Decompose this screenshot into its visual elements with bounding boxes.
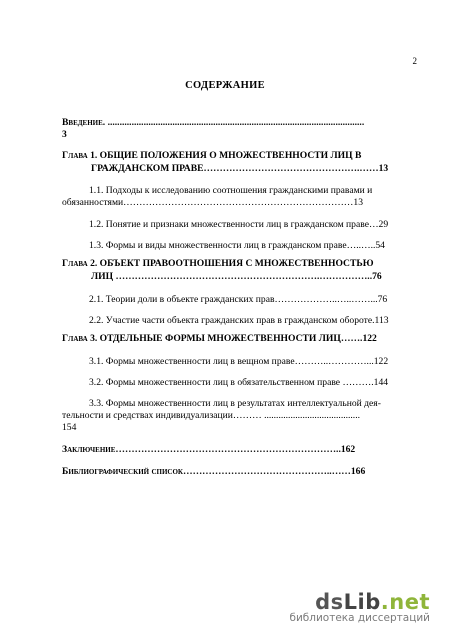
toc-chapter-2[interactable]: [62, 258, 374, 270]
dslib-watermark: [289, 590, 430, 624]
toc-title: СОДЕРЖАНИЕ: [185, 80, 265, 91]
toc-chapter-3-prefix: Глава: [62, 333, 88, 344]
toc-intro-label: Введение.: [62, 117, 106, 128]
toc-section-2-1[interactable]: 2.1. Теории доли в объекте гражданских прав………………..…..……...76: [89, 294, 388, 305]
toc-section-3-2[interactable]: 3.2. Формы множественности лиц в обязательственном праве ……….144: [89, 377, 389, 388]
toc-bibliography[interactable]: Библиографический список………………………………………..……166: [62, 466, 366, 477]
toc-chapter-2-prefix: Глава: [62, 258, 88, 269]
toc-section-3-3-page: 154: [62, 422, 77, 433]
toc-section-1-1-line1[interactable]: 1.1. Подходы к исследованию соотношения гражданскими правами и: [89, 185, 373, 196]
toc-chapter-2-line1: 2. ОБЪЕКТ ПРАВООТНОШЕНИЯ С МНОЖЕСТВЕННОСТЬЮ: [87, 258, 374, 269]
dslib-logo: dsLib.net: [315, 590, 430, 614]
toc-entry-intro[interactable]: [62, 117, 417, 129]
toc-intro-page: 3: [62, 129, 67, 140]
page-number: 2: [412, 56, 417, 66]
dslib-subtitle: библиотека диссертаций: [289, 612, 430, 624]
toc-chapter-1-line2: ГРАЖДАНСКОМ ПРАВЕ………………………………………….……13: [91, 163, 389, 174]
toc-chapter-3[interactable]: [62, 333, 377, 345]
toc-chapter-2-line2: ЛИЦ ……………………………………………………….……………..76: [91, 271, 382, 282]
toc-section-3-1[interactable]: 3.1. Формы множественности лиц в вещном праве………..…………...122: [89, 356, 389, 367]
toc-chapter-1-prefix: Глава: [62, 150, 88, 161]
toc-section-3-3-line2[interactable]: тельности и средствах индивидуализации……… ........................................: [62, 410, 361, 421]
toc-section-1-3[interactable]: 1.3. Формы и виды множественности лиц в гражданском праве…..…..54: [89, 240, 385, 251]
toc-chapter-1[interactable]: [62, 150, 415, 162]
toc-intro-dots: ...........................................................................................................: [105, 117, 365, 128]
toc-chapter-3-text: 3. ОТДЕЛЬНЫЕ ФОРМЫ МНОЖЕСТВЕННОСТИ ЛИЦ…….122: [87, 333, 377, 344]
toc-chapter-1-line1: 1. ОБЩИЕ ПОЛОЖЕНИЯ О МНОЖЕСТВЕННОСТИ ЛИЦ В: [87, 150, 362, 161]
toc-section-1-1-line2[interactable]: обязанностями………………………………………………………………13: [62, 197, 363, 208]
toc-section-2-2[interactable]: 2.2. Участие части объекта гражданских прав в гражданском обороте.113: [89, 315, 389, 326]
toc-conclusion[interactable]: Заключение……………………………………………………………..162: [62, 444, 356, 455]
toc-section-3-3-line1[interactable]: 3.3. Формы множественности лиц в результатах интеллектуальной дея-: [89, 398, 381, 409]
toc-section-1-2[interactable]: 1.2. Понятие и признаки множественности лиц в гражданском праве…29: [89, 219, 389, 230]
